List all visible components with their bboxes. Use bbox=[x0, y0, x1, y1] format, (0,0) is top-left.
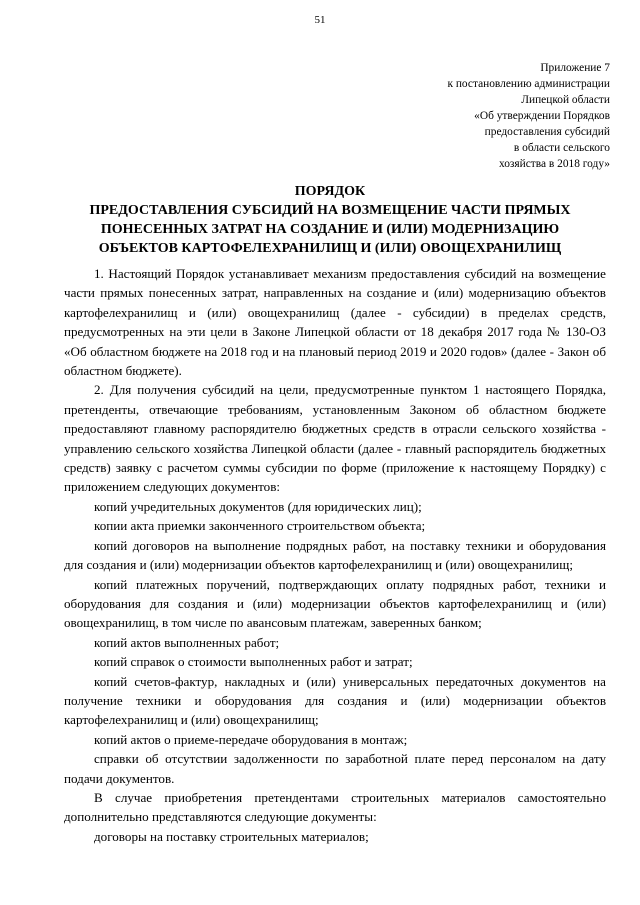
list-item: копий актов выполненных работ; bbox=[94, 634, 280, 650]
title-line: ОБЪЕКТОВ КАРТОФЕЛЕХРАНИЛИЩ И (ИЛИ) ОВОЩЕХРАНИЛИЩ bbox=[98, 241, 562, 256]
list-item: копий платежных поручений, подтверждающих оплату подрядных работ, техники и оборудования для создания и (или) модернизации объектов картофелехранилищ и (или) овощехранилищ, в том числе по авансовым платежам, заверенных банком; bbox=[64, 576, 606, 631]
list-item: копий актов о приеме-передаче оборудования в монтаж; bbox=[94, 731, 408, 747]
list-item: копий учредительных документов (для юридических лиц); bbox=[94, 498, 422, 514]
appendix-line: «Об утверждении Порядков bbox=[474, 110, 610, 122]
document-title bbox=[40, 182, 620, 258]
appendix-line: Приложение 7 bbox=[540, 62, 610, 74]
page-number: 51 bbox=[314, 14, 326, 26]
list-item: копий договоров на выполнение подрядных работ, на поставку техники и оборудования для создания и (или) модернизации объектов картофелехранилищ и (или) овощехранилищ; bbox=[64, 537, 606, 573]
appendix-line: хозяйства в 2018 году» bbox=[498, 158, 610, 170]
document-body bbox=[64, 264, 606, 846]
list-item: справки об отсутствии задолженности по заработной плате перед персоналом на дату подачи документов. bbox=[64, 751, 606, 786]
appendix-line: к постановлению администрации bbox=[447, 78, 610, 90]
paragraph-1: 1. Настоящий Порядок устанавливает механизм предоставления субсидий на возмещение части прямых понесенных затрат, направленных на создание и (или) модернизацию объектов картофелехранилищ и (или) овощехранилищ (далее - субсидии) в пределах средств, предусмотренных на эти цели в Законе Липецкой области от 18 декабря 2017 года № 130-ОЗ «Об областном бюджете на 2018 год и на плановый период 2019 и 2020 годов» (далее - Закон об областном бюджете). bbox=[64, 266, 606, 379]
list-item: копий справок о стоимости выполненных работ и затрат; bbox=[94, 654, 413, 670]
title-line: ПОНЕСЕННЫХ ЗАТРАТ НА СОЗДАНИЕ И (ИЛИ) МОДЕРНИЗАЦИЮ bbox=[100, 222, 560, 237]
title-line: ПОРЯДОК bbox=[294, 184, 366, 199]
list-item: копий счетов-фактур, накладных и (или) универсальных передаточных документов на получение техники и оборудования для создания и (или) модернизации объектов картофелехранилищ и (или) овощехранилищ; bbox=[64, 673, 606, 728]
title-line: ПРЕДОСТАВЛЕНИЯ СУБСИДИЙ НА ВОЗМЕЩЕНИЕ ЧАСТИ ПРЯМЫХ bbox=[89, 203, 571, 218]
paragraph-2: 2. Для получения субсидий на цели, предусмотренные пунктом 1 настоящего Порядка, претенденты, отвечающие требованиям, установленным Законом об областном бюджете предоставляют главному распорядителю бюджетных средств в отрасли сельского хозяйства - управлению сельского хозяйства Липецкой области (далее - главный распорядитель бюджетных средств) заявку с расчетом суммы субсидии по форме (приложение к настоящему Порядку) с приложением следующих документов: bbox=[64, 382, 606, 495]
paragraph-materials: В случае приобретения претендентами строительных материалов самостоятельно дополнительно представляются следующие документы: bbox=[64, 789, 606, 825]
list-item: копии акта приемки законченного строительством объекта; bbox=[94, 518, 426, 534]
list-item: договоры на поставку строительных материалов; bbox=[94, 828, 369, 844]
appendix-header bbox=[380, 60, 610, 172]
appendix-line: предоставления субсидий bbox=[484, 126, 610, 138]
appendix-line: в области сельского bbox=[513, 142, 610, 154]
appendix-line: Липецкой области bbox=[521, 94, 610, 106]
